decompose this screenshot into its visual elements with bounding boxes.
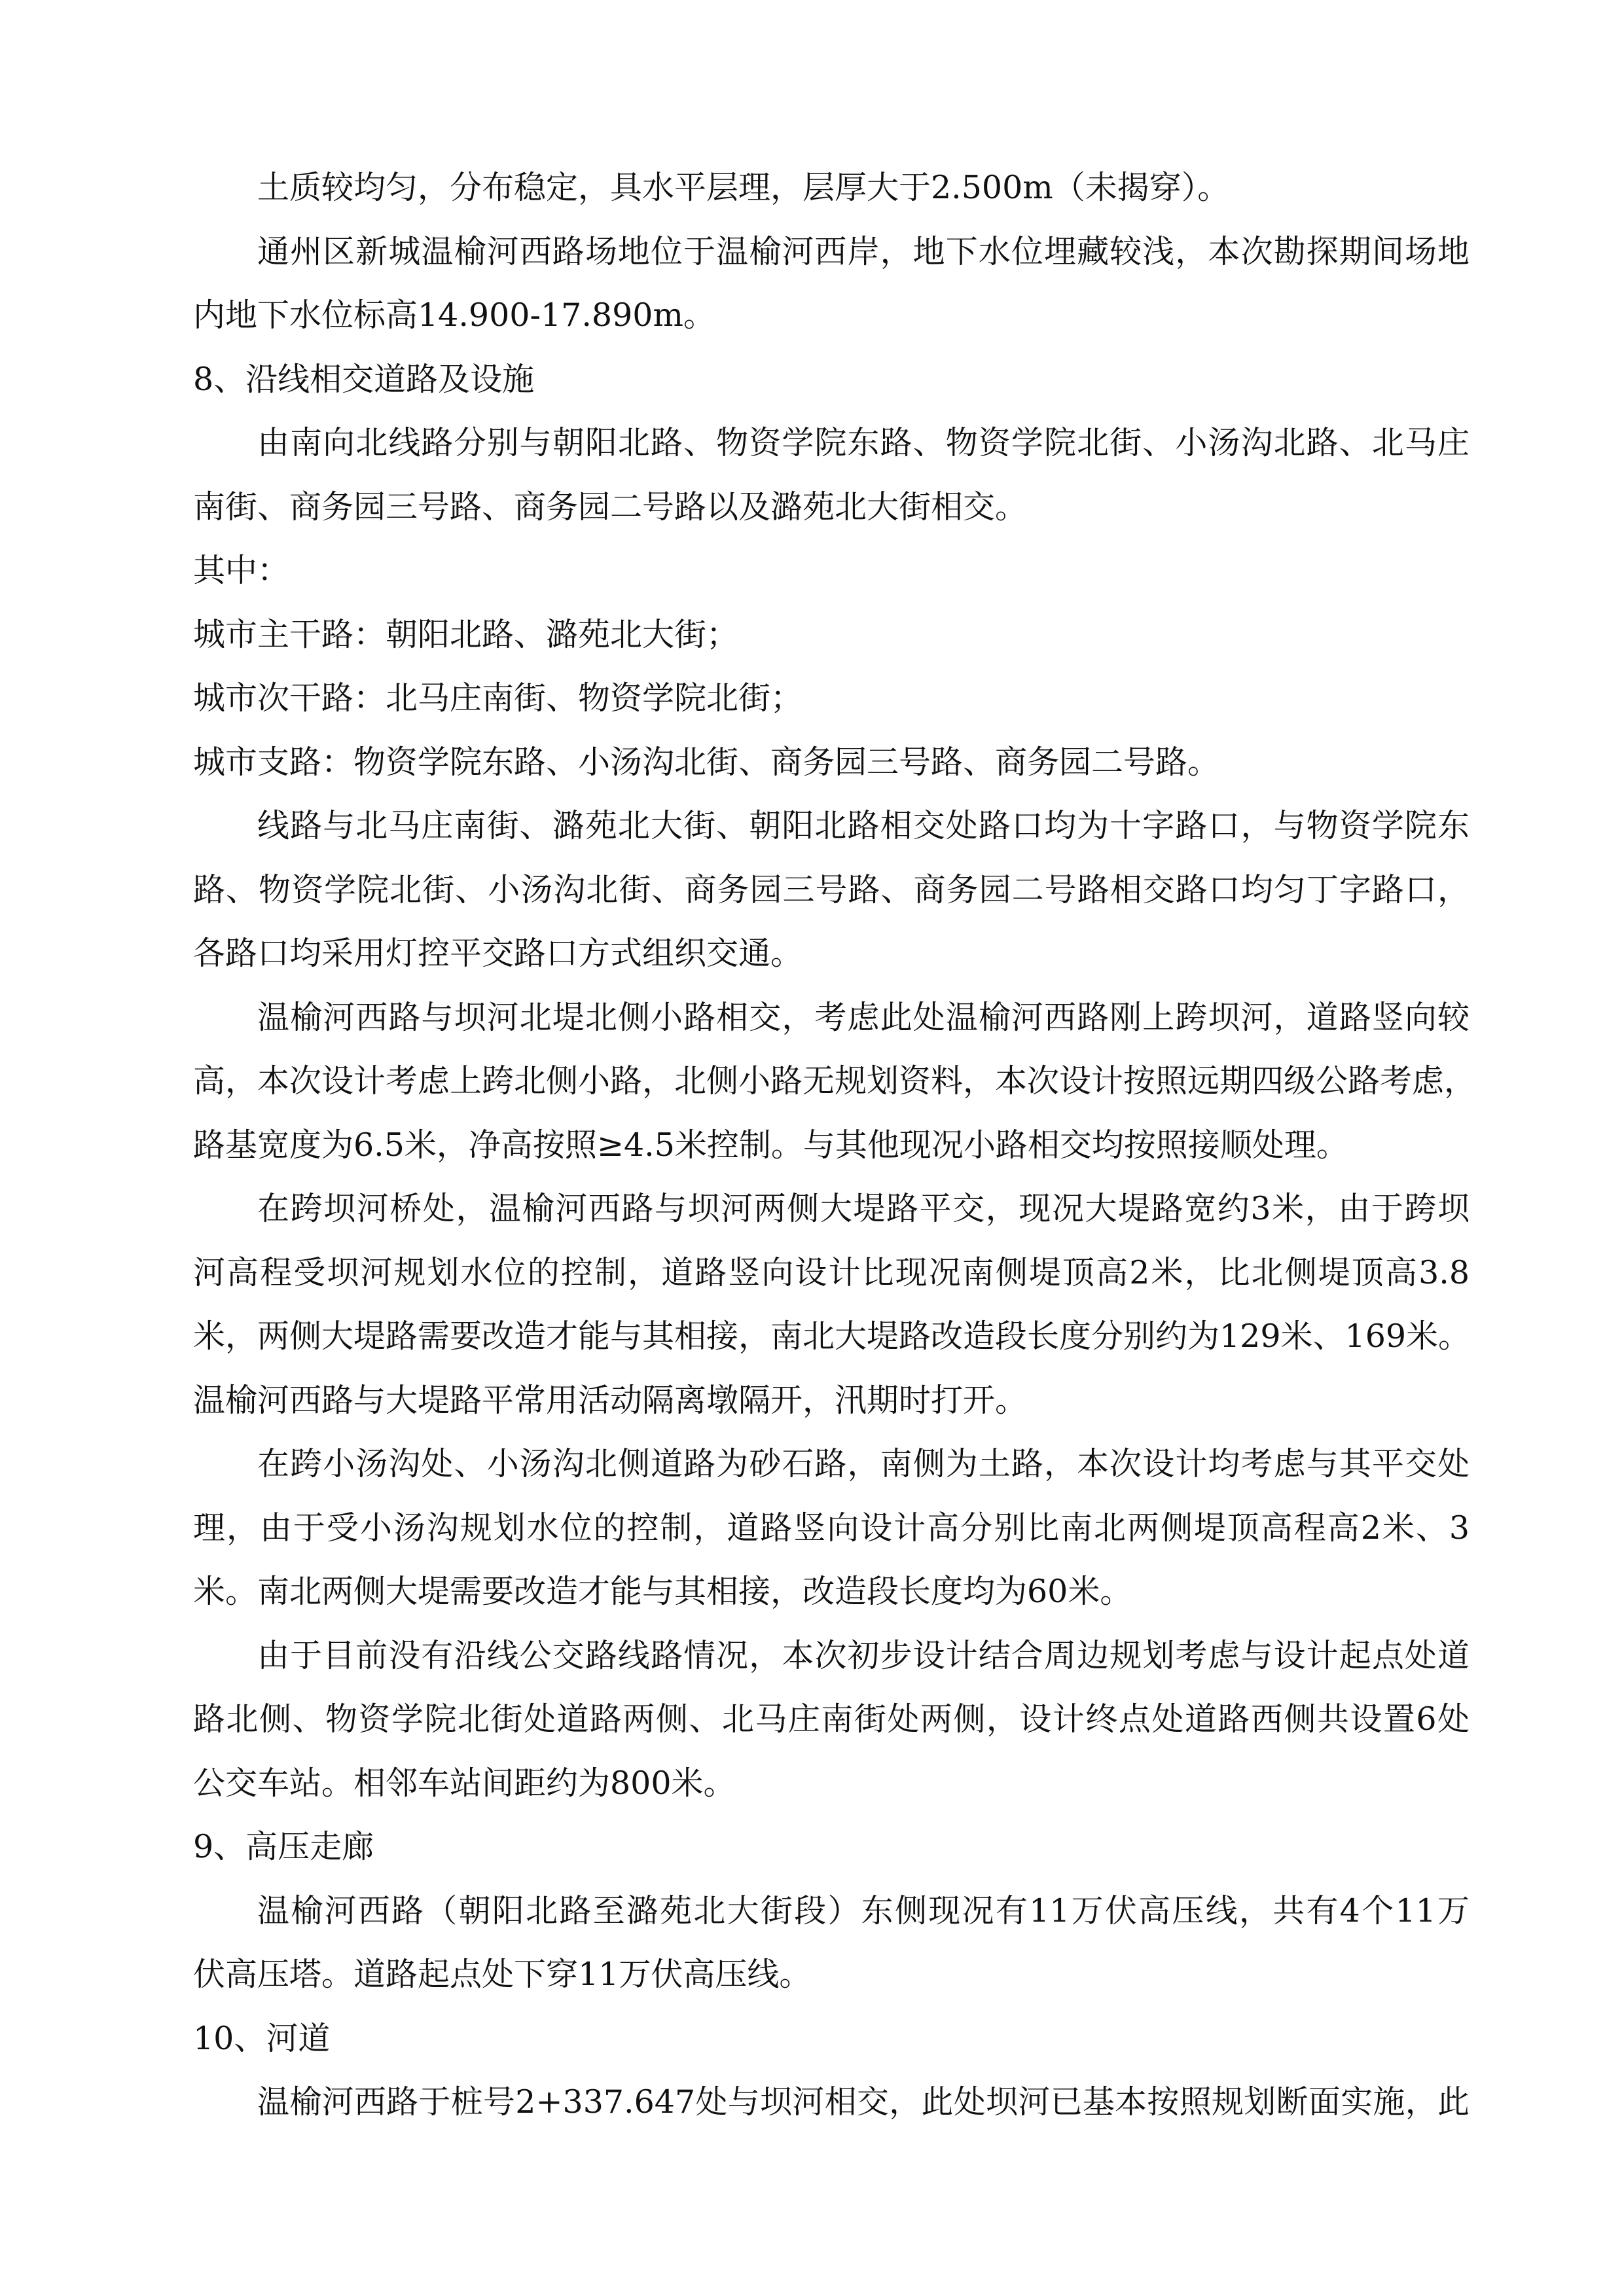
text-line: 公交车站。相邻车站间距约为800米。 [193, 1764, 736, 1802]
text-line: 高，本次设计考虑上跨北侧小路，北侧小路无规划资料，本次设计按照远期四级公路考虑， [193, 1062, 1477, 1100]
paragraph [193, 2070, 1470, 2134]
section-heading [193, 348, 1470, 412]
text-line: 各路口均采用灯控平交路口方式组织交通。 [193, 935, 803, 972]
text-line: 路基宽度为6.5米，净高按照≥4.5米控制。与其他现况小路相交均按照接顺处理。 [193, 1126, 1348, 1164]
text-line: 城市主干路：朝阳北路、潞苑北大街； [193, 615, 739, 653]
text-line: 米，两侧大堤路需要改造才能与其相接，南北大堤路改造段长度分别约为129米、169米。 [193, 1318, 1471, 1355]
text-line: 路、物资学院北街、小汤沟北街、商务园三号路、商务园二号路相交路口均匀丁字路口， [193, 870, 1470, 908]
paragraph [193, 539, 1470, 603]
section-heading [193, 2007, 1470, 2071]
text-line: 温榆河西路（朝阳北路至潞苑北大街段）东侧现况有11万伏高压线，共有4个11万 [257, 1892, 1470, 1929]
text-line: 温榆河西路与坝河北堤北侧小路相交，考虑此处温榆河西路刚上跨坝河，道路竖向较 [257, 998, 1470, 1036]
text-line: 城市支路：物资学院东路、小汤沟北街、商务园三号路、商务园二号路。 [193, 743, 1220, 781]
text-line: 温榆河西路与大堤路平常用活动隔离墩隔开，汛期时打开。 [193, 1381, 1028, 1419]
paragraph [193, 730, 1470, 795]
text-line: 在跨坝河桥处，温榆河西路与坝河两侧大堤路平交，现况大堤路宽约3米，由于跨坝 [257, 1190, 1470, 1227]
paragraph [193, 220, 1470, 348]
text-line: 南街、商务园三号路、商务园二号路以及潞苑北大街相交。 [193, 488, 1028, 526]
text-line: 10、河道 [193, 2019, 331, 2057]
paragraph [193, 1624, 1470, 1816]
text-line: 8、沿线相交道路及设施 [193, 360, 535, 398]
paragraph [193, 603, 1470, 667]
paragraph [193, 794, 1470, 986]
text-line: 米。南北两侧大堤需要改造才能与其相接，改造段长度均为60米。 [193, 1573, 1132, 1610]
paragraph [193, 156, 1470, 220]
text-line: 路北侧、物资学院北街处道路两侧、北马庄南街处两侧，设计终点处道路西侧共设置6处 [193, 1700, 1470, 1738]
text-line: 9、高压走廊 [193, 1828, 374, 1865]
text-line: 由南向北线路分别与朝阳北路、物资学院东路、物资学院北街、小汤沟北路、北马庄 [257, 424, 1470, 461]
text-line: 其中： [193, 552, 290, 589]
text-line: 温榆河西路于桩号2+337.647处与坝河相交，此处坝河已基本按照规划断面实施，此 [257, 2083, 1470, 2121]
text-line: 土质较均匀，分布稳定，具水平层理，层厚大于2.500m（未揭穿）。 [257, 169, 1230, 206]
text-line: 理，由于受小汤沟规划水位的控制，道路竖向设计高分别比南北两侧堤顶高程高2米、3 [193, 1509, 1470, 1547]
paragraph [193, 1432, 1470, 1624]
text-line: 城市次干路：北马庄南街、物资学院北街； [193, 679, 803, 717]
text-line: 线路与北马庄南街、潞苑北大街、朝阳北路相交处路口均为十字路口，与物资学院东 [257, 807, 1470, 844]
text-line: 伏高压塔。道路起点处下穿11万伏高压线。 [193, 1956, 812, 1993]
text-line: 由于目前没有沿线公交路线路情况，本次初步设计结合周边规划考虑与设计起点处道 [257, 1636, 1470, 1674]
paragraph [193, 1879, 1470, 2007]
text-line: 在跨小汤沟处、小汤沟北侧道路为砂石路，南侧为土路，本次设计均考虑与其平交处 [257, 1445, 1470, 1482]
text-line: 河高程受坝河规划水位的控制，道路竖向设计比现况南侧堤顶高2米，比北侧堤顶高3.8 [193, 1253, 1470, 1291]
section-heading [193, 1815, 1470, 1879]
paragraph [193, 411, 1470, 539]
paragraph [193, 666, 1470, 730]
text-line: 通州区新城温榆河西路场地位于温榆河西岸，地下水位埋藏较浅，本次勘探期间场地 [257, 232, 1470, 270]
text-line: 内地下水位标高14.900-17.890m。 [193, 296, 715, 334]
paragraph [193, 986, 1477, 1177]
document-page [193, 156, 1477, 2134]
paragraph [193, 1177, 1470, 1432]
